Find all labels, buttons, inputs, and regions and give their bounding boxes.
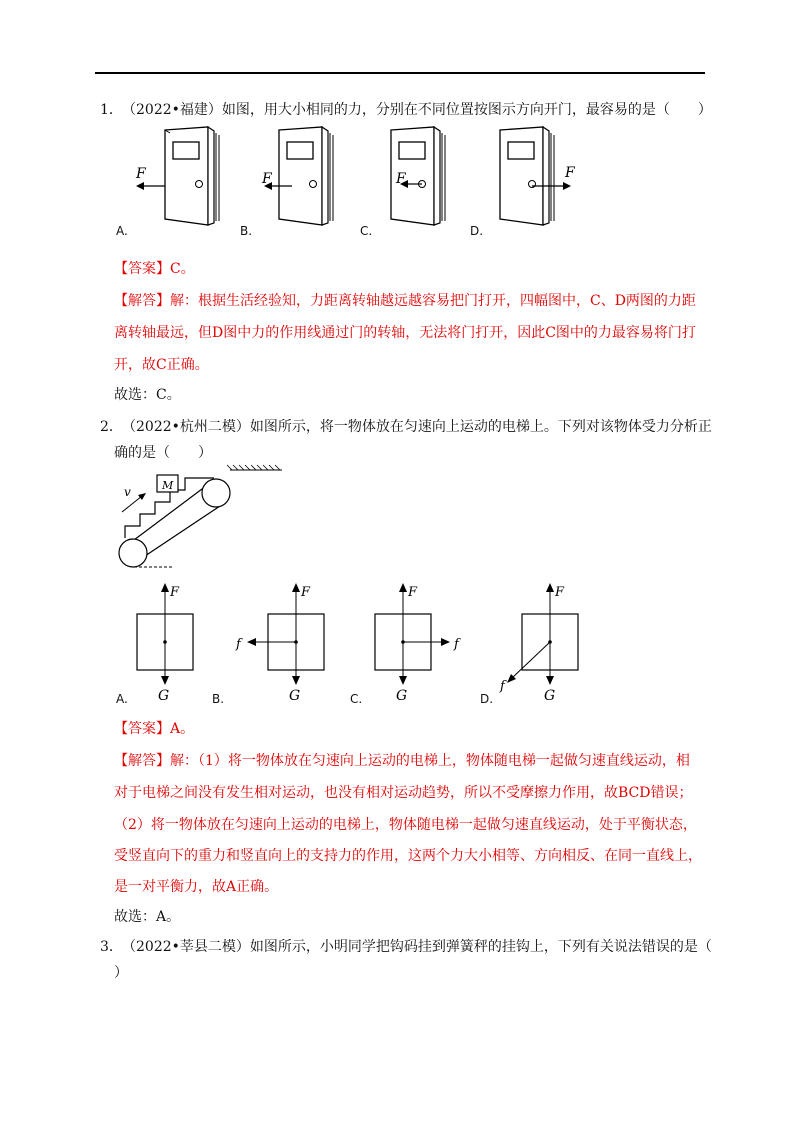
q2-force-diagram-d — [488, 578, 588, 703]
q1-door-d-figure — [465, 125, 580, 230]
q2-force-diagram-b — [232, 578, 332, 703]
q2-option-d: D. — [480, 692, 494, 706]
q1-option-b: B. — [240, 224, 253, 238]
q1-door-a-figure — [130, 125, 230, 230]
q2-force-diagram-c — [358, 578, 468, 703]
q1-door-c-figure — [356, 125, 456, 230]
q2-gravity-label: G — [158, 688, 170, 704]
q2-option-c: C. — [350, 692, 363, 706]
q2-gravity-label: G — [289, 688, 301, 704]
q3-stem-line-2: ） — [114, 965, 128, 981]
q3-number: 3． — [100, 939, 123, 955]
q2-gravity-label: G — [544, 688, 556, 704]
q1-force-label: F — [565, 165, 575, 181]
header-rule — [95, 72, 705, 74]
q1-number: 1． — [100, 102, 123, 118]
q1-analysis-line-1: 【解答】解：根据生活经验知，力距离转轴越远越容易把门打开，四幅图中，C、D两图的力距 — [114, 293, 696, 309]
q1-force-label: F — [136, 166, 146, 182]
q2-friction-label: f — [236, 637, 241, 652]
q1-choice: 故选：C。 — [114, 387, 181, 403]
q2-force-f-label: F — [301, 585, 311, 600]
q1-analysis-line-2: 离转轴最远，但D图中力的作用线通过门的转轴，无法将门打开，因此C图中的力最容易将门打 — [114, 325, 696, 341]
q2-stem-line-1: （2022•杭州二模）如图所示，将一物体放在匀速向上运动的电梯上。下列对该物体受力分析正 — [122, 419, 712, 435]
q2-velocity-label: v — [124, 485, 131, 499]
q2-answer: 【答案】A。 — [114, 721, 195, 737]
q1-answer: 【答案】C。 — [114, 261, 195, 277]
q2-analysis-line-3: （2）将一物体放在匀速向上运动的电梯上，物体随电梯一起做匀速直线运动，处于平衡状态， — [114, 817, 697, 833]
q3-stem-line-1: （2022•莘县二模）如图所示，小明同学把钩码挂到弹簧秤的挂钩上，下列有关说法错误的是（ — [122, 939, 712, 955]
q2-option-b: B. — [212, 692, 225, 706]
q2-friction-label: f — [500, 679, 505, 694]
q1-stem: （2022•福建）如图，用大小相同的力，分别在不同位置按图示方向开门，最容易的是（ ） — [122, 102, 712, 118]
q1-door-b-figure — [244, 125, 344, 230]
q2-force-f-label: F — [408, 585, 418, 600]
q2-force-f-label: F — [555, 585, 565, 600]
q1-option-a: A. — [116, 224, 128, 238]
q2-analysis-line-1: 【解答】解：（1）将一物体放在匀速向上运动的电梯上，物体随电梯一起做匀速直线运动，相 — [114, 753, 690, 769]
q2-choice: 故选：A。 — [114, 909, 181, 925]
q2-analysis-line-2: 对于电梯之间没有发生相对运动，也没有相对运动趋势，所以不受摩擦力作用，故BCD错误； — [114, 785, 693, 801]
q2-force-diagram-a — [120, 578, 210, 703]
q1-analysis-line-3: 开，故C正确。 — [114, 357, 209, 373]
q2-friction-label: f — [454, 637, 459, 652]
q1-option-c: C. — [360, 224, 373, 238]
q1-force-label: F — [262, 171, 272, 187]
q2-analysis-line-4: 受竖直向下的重力和竖直向上的支持力的作用，这两个力大小相等、方向相反、在同一直线上， — [114, 848, 702, 864]
q2-escalator-figure — [112, 462, 292, 582]
q2-stem-line-2: 确的是（ ） — [114, 445, 212, 461]
q1-force-label: F — [396, 171, 406, 187]
q2-option-a: A. — [116, 692, 128, 706]
q1-option-d: D. — [470, 224, 484, 238]
q2-analysis-line-5: 是一对平衡力，故A正确。 — [114, 879, 279, 895]
q2-number: 2． — [100, 419, 123, 435]
q2-mass-label: M — [162, 479, 174, 492]
q2-force-f-label: F — [170, 585, 180, 600]
q2-gravity-label: G — [396, 688, 408, 704]
